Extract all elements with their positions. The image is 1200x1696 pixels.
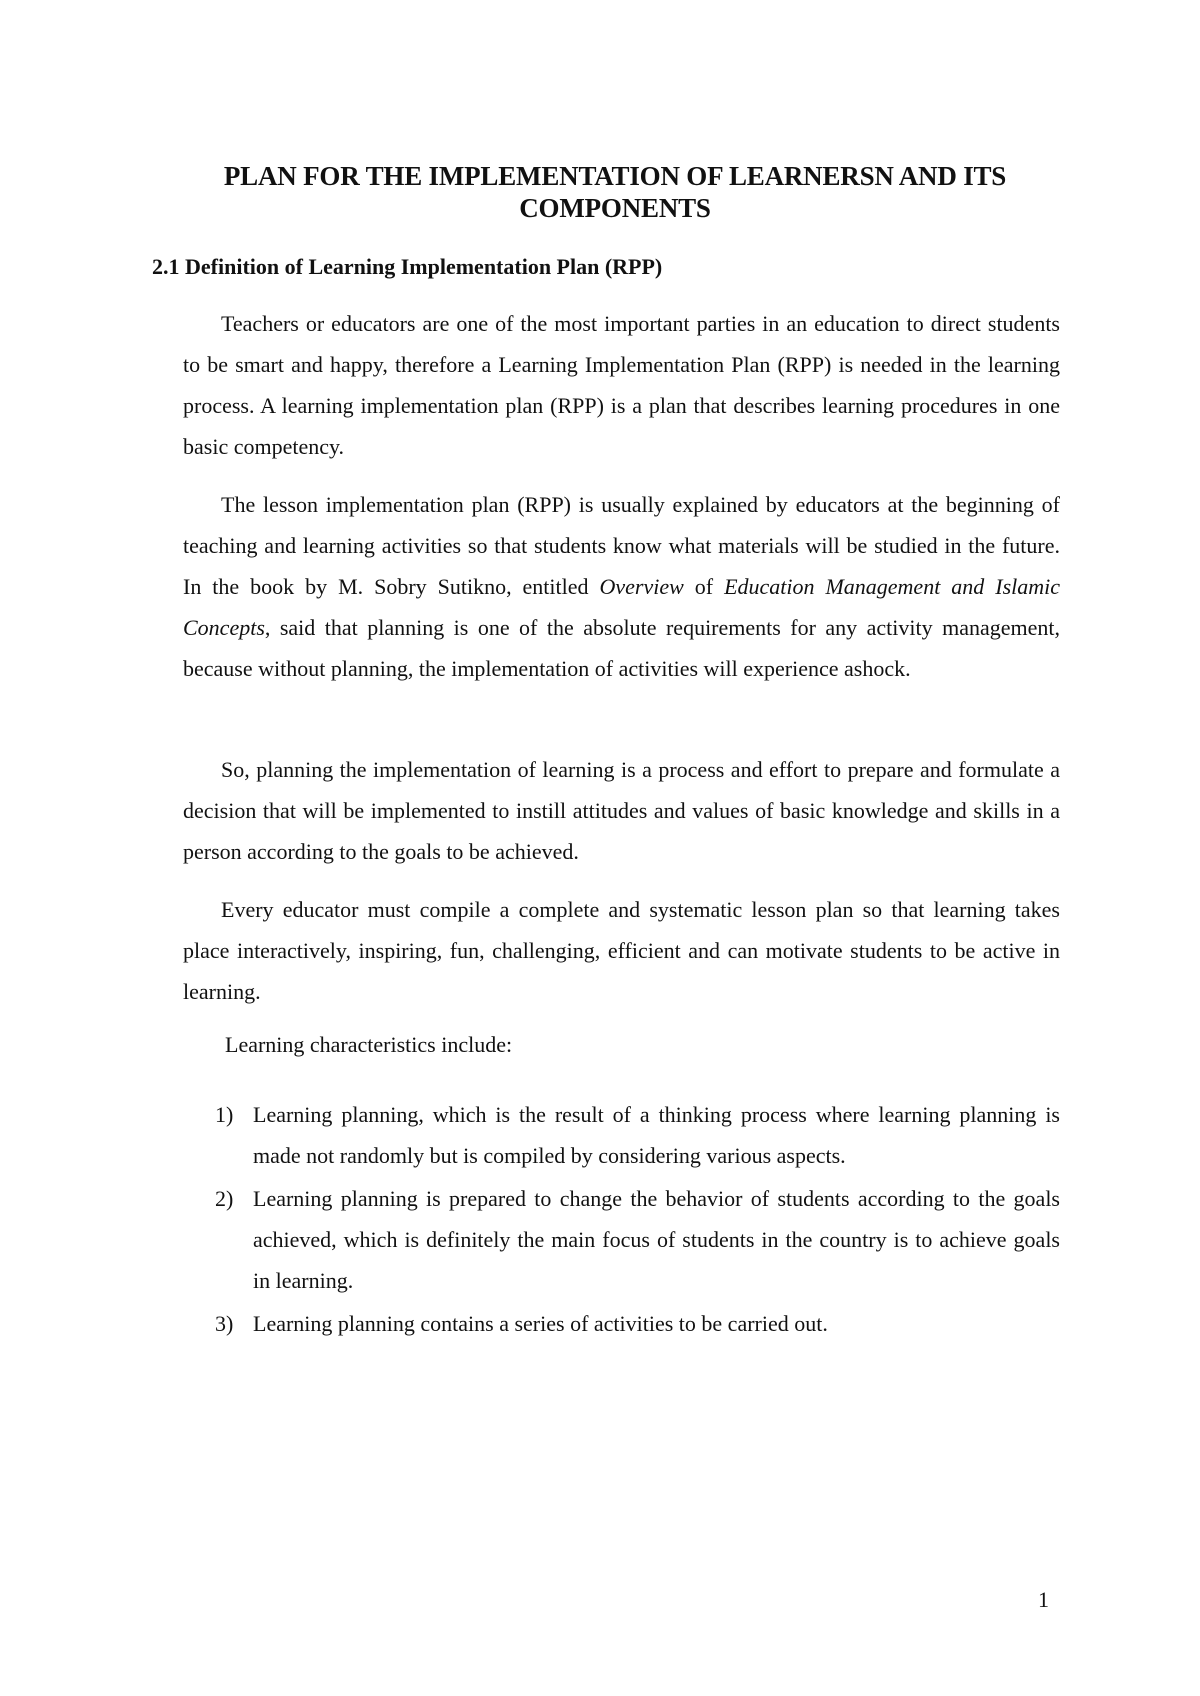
section-heading: 2.1 Definition of Learning Implementation Plan (RPP) [152, 254, 663, 279]
book-title-part-2: Education Management and Islamic Concepts [183, 574, 1061, 640]
list-item [215, 1094, 1060, 1176]
document-title: PLAN FOR THE IMPLEMENTATION OF LEARNERSN AND ITS COMPONENTS [223, 161, 1007, 223]
characteristics-list [215, 1094, 1060, 1346]
list-item-text: Learning planning contains a series of activities to be carried out. [253, 1311, 828, 1336]
list-item-text: Learning planning, which is the result of a thinking process where learning planning is made not randomly but is compiled by considering various aspects. [253, 1102, 1060, 1168]
book-title-part-1: Overview [599, 574, 684, 599]
list-item-text: Learning planning is prepared to change the behavior of students according to the goals achieved, which is definitely the main focus of students in the country is to achieve goals in learning. [253, 1186, 1060, 1293]
paragraph-4: Every educator must compile a complete and systematic lesson plan so that learning takes place interactively, inspiring, fun, challenging, efficient and can motivate students to be active in learning. [183, 897, 1060, 1004]
list-item-number: 3) [215, 1311, 234, 1336]
list-item [215, 1178, 1060, 1301]
list-item-number: 2) [215, 1186, 234, 1211]
list-item-number: 1) [215, 1102, 234, 1127]
paragraph-3: So, planning the implementation of learning is a process and effort to prepare and formulate a decision that will be implemented to instill attitudes and values of basic knowledge and skills in a person according to the goals to be achieved. [183, 757, 1060, 864]
list-intro: Learning characteristics include: [225, 1032, 513, 1057]
page-number: 1 [1038, 1587, 1049, 1612]
list-item [215, 1303, 1060, 1344]
paragraph-2-text-c: , said that planning is one of the absolute requirements for any activity management, because without planning, the implementation of activities will experience ashock. [183, 615, 1060, 681]
paragraph-1: Teachers or educators are one of the most important parties in an education to direct students to be smart and happy, therefore a Learning Implementation Plan (RPP) is needed in the learning process. A learning implementation plan (RPP) is a plan that describes learning procedures in one basic competency. [183, 311, 1060, 459]
paragraph-2-text-b: of [683, 574, 725, 599]
paragraph-2-text-a: The lesson implementation plan (RPP) is usually explained by educators at the beginning of teaching and learning activities so that students know what materials will be studied in the future. In the book by M. Sobry Sutikno, entitled [183, 492, 1060, 599]
paragraph-2 [183, 484, 1060, 689]
